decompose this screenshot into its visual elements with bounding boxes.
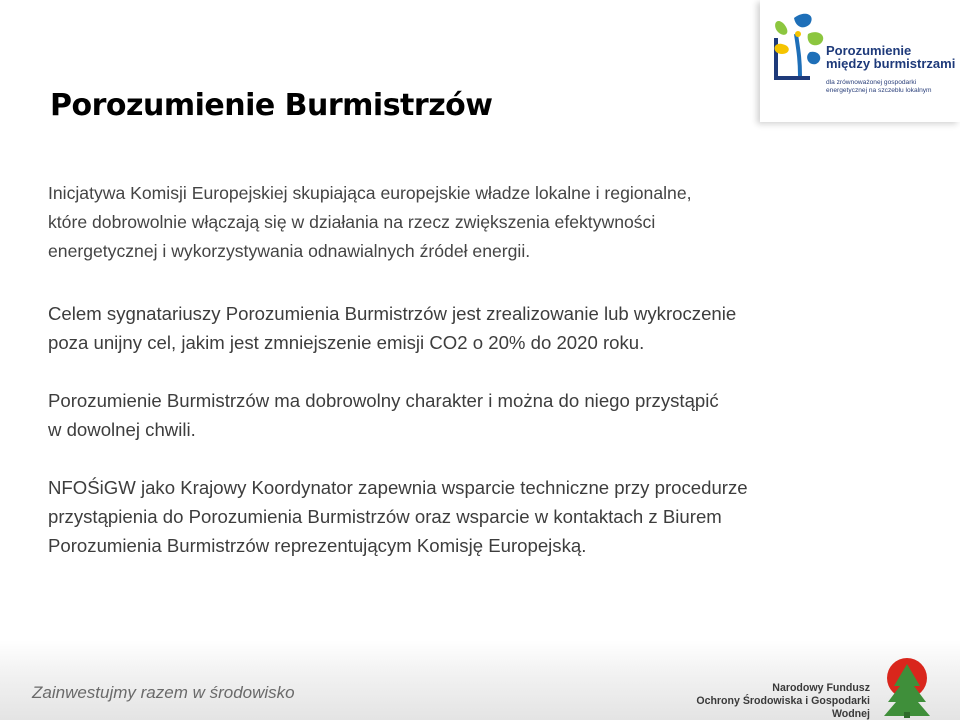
paragraph-line: Celem sygnatariuszy Porozumienia Burmistrzów jest zrealizowanie lub wykroczenie xyxy=(48,303,737,324)
paragraph-1 xyxy=(48,179,868,266)
logo-subtitle-line-2: energetycznej na szczeblu lokalnym xyxy=(826,87,932,94)
paragraph-2 xyxy=(48,299,868,357)
paragraph-4 xyxy=(48,473,868,560)
logo-subtitle-line-1: dla zrównoważonej gospodarki xyxy=(826,79,917,86)
logo-title-line-2: między burmistrzami xyxy=(826,56,956,71)
fund-name xyxy=(690,682,870,721)
paragraph-line: Porozumienia Burmistrzów reprezentującym Komisję Europejską. xyxy=(48,535,587,556)
fund-name-line-1: Narodowy Fundusz xyxy=(772,682,870,694)
nfosigw-logo-icon xyxy=(872,656,942,718)
paragraph-line: Porozumienie Burmistrzów ma dobrowolny charakter i można do niego przystąpić xyxy=(48,390,719,411)
porozumienie-flower-icon xyxy=(770,8,830,80)
slide-title: Porozumienie Burmistrzów xyxy=(50,88,493,123)
fund-name-line-2: Ochrony Środowiska i Gospodarki Wodnej xyxy=(696,695,870,720)
paragraph-line: Inicjatywa Komisji Europejskiej skupiająca europejskie władze lokalne i regionalne, xyxy=(48,183,692,203)
paragraph-line: NFOŚiGW jako Krajowy Koordynator zapewnia wsparcie techniczne przy procedurze xyxy=(48,477,748,498)
logo-title-line-1: Porozumienie xyxy=(826,43,912,58)
paragraph-line: przystąpienia do Porozumienia Burmistrzów oraz wsparcie w kontaktach z Biurem xyxy=(48,506,722,527)
paragraph-line: energetycznej i wykorzystywania odnawialnych źródeł energii. xyxy=(48,241,531,261)
paragraph-line: w dowolnej chwili. xyxy=(48,419,196,440)
paragraph-line: poza unijny cel, jakim jest zmniejszenie emisji CO2 o 20% do 2020 roku. xyxy=(48,332,645,353)
footer-tagline: Zainwestujmy razem w środowisko xyxy=(32,683,295,702)
paragraph-line: które dobrowolnie włączają się w działania na rzecz zwiększenia efektywności xyxy=(48,212,656,232)
porozumienie-logo xyxy=(760,0,960,122)
paragraph-3 xyxy=(48,386,868,444)
